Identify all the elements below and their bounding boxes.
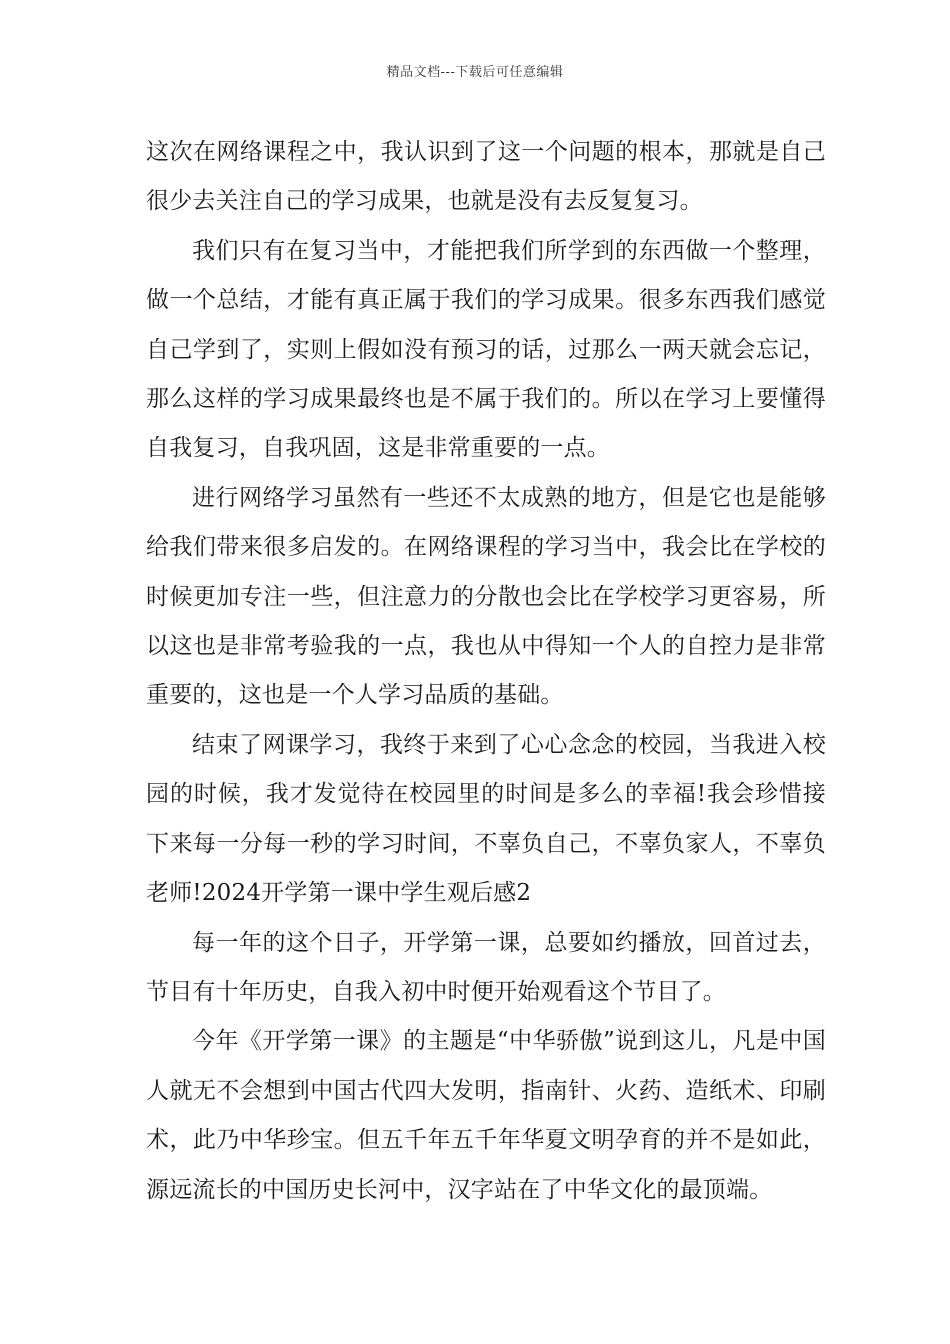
page-header: 精品文档---下载后可任意编辑	[386, 65, 564, 80]
paragraph-3: 进行网络学习虽然有一些还不太成熟的地方，但是它也是能够给我们带来很多启发的。在网络课程的学习当中，我会比在学校的时候更加专注一些，但注意力的分散也会比在学校学习更容易，所以这也是非常考验我的一点，我也从中得知一个人的自控力是非常重要的，这也是一个人学习品质的基础。	[146, 484, 826, 709]
paragraph-4: 结束了网课学习，我终于来到了心心念念的校园，当我进入校园的时候，我才发觉待在校园里的时间是多么的幸福!我会珍惜接下来每一分每一秒的学习时间，不辜负自己，不辜负家人，不辜负老师!2024开学第一课中学生观后感2	[146, 731, 826, 907]
document-body	[146, 128, 826, 1215]
paragraph-2: 我们只有在复习当中，才能把我们所学到的东西做一个整理，做一个总结，才能有真正属于我们的学习成果。很多东西我们感觉自己学到了，实则上假如没有预习的话，过那么一两天就会忘记，那么这样的学习成果最终也是不属于我们的。所以在学习上要懂得自我复习，自我巩固，这是非常重要的一点。	[146, 237, 826, 462]
paragraph-1: 这次在网络课程之中，我认识到了这一个问题的根本，那就是自己很少去关注自己的学习成果，也就是没有去反复复习。	[146, 139, 826, 215]
paragraph-5: 每一年的这个日子，开学第一课，总要如约播放，回首过去，节目有十年历史，自我入初中时便开始观看这个节目了。	[146, 929, 826, 1005]
paragraph-6: 今年《开学第一课》的主题是“中华骄傲”说到这儿，凡是中国人就无不会想到中国古代四大发明，指南针、火药、造纸术、印刷术，此乃中华珍宝。但五千年五千年华夏文明孕育的并不是如此，源远流长的中国历史长河中，汉字站在了中华文化的最顶端。	[146, 1028, 826, 1203]
